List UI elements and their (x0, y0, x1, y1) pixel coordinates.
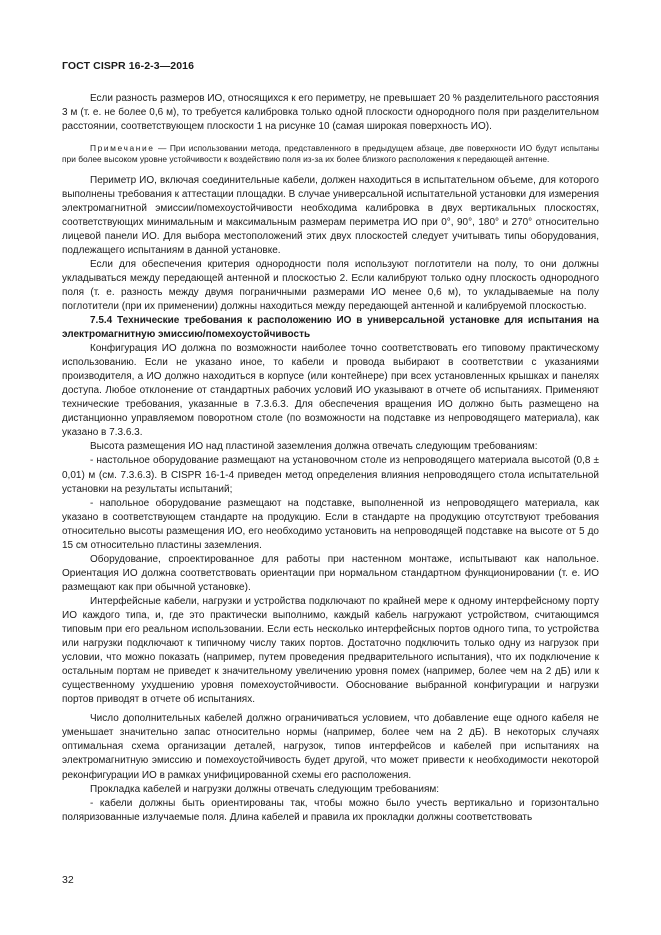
body-paragraph: Если для обеспечения критерия однородности поля используют поглотители на полу, то они должны укладываться между передающей антенной и плоскостью 2. Если калибруют только одну плоскость однородного поля (т. е. разность между двумя пограничными размерами ИО менее 0,6 м), то укладываемые на полу поглотители (при их применении) должны находиться между передающей антенной и калибруемой плоскостью. (62, 258, 599, 312)
body-paragraph: Конфигурация ИО должна по возможности наиболее точно соответствовать его типовому практическому использованию. Если не указано иное, то кабели и провода выбирают в соответствии с указаниями производителя, а ИО должно находиться в корпусе (или контейнере) при всех установленных крышках и панелях доступа. Любое отклонение от стандартных рабочих условий ИО указывают в отчете об испытаниях. Применяют технические требования, указанные в 7.3.6.3. Для обеспечения вращения ИО должно быть размещено на дистанционно управляемом поворотном столе (по возможности на подставке из непроводящего материала), как указано в 7.3.6.3. (62, 343, 599, 439)
note-label: Примечание (90, 143, 155, 154)
body-paragraph: Оборудование, спроектированное для работы при настенном монтаже, испытывают как напольное. Ориентация ИО должна соответствовать ориентации при нормальном стандартном функционировании (т. е. ИО размещают как при обычной установке). (62, 553, 599, 593)
body-paragraph: Если разность размеров ИО, относящихся к его периметру, не превышает 20 % разделительного расстояния 3 м (т. е. не более 0,6 м), то требуется калибровка только одной плоскости однородного поля при разделительном расстоянии, соответствующем плоскости 1 на рисунке 10 (самая широкая поверхность ИО). (62, 93, 599, 133)
note-text: При использовании метода, представленного в предыдущем абзаце, две поверхности ИО будут испытаны при более высоком уровне устойчивости к воздействию поля из-за их более близкого расположения к передающей антенне. (62, 143, 600, 165)
list-item: - настольное оборудование размещают на установочном столе из непроводящего материала высотой (0,8 ± 0,01) м (см. 7.3.6.3). В CISPR 16-1-4 приведен метод определения влияния непроводящего стола испытательной установки на результаты испытаний; (62, 455, 599, 495)
document-body (62, 92, 599, 825)
body-paragraph: Высота размещения ИО над пластиной заземления должна отвечать следующим требованиям: (90, 441, 538, 453)
body-paragraph: Периметр ИО, включая соединительные кабели, должен находиться в испытательном объеме, для которого выполнены требования к аттестации площадки. В случае универсальной испытательной установки для измерения электромагнитной эмиссии/помехоустойчивости необходима калибровка в двух вертикальных плоскостях, соответствующих минимальным и максимальным размерам периметра ИО при 0°, 90°, 180° и 270° относительно лицевой панели ИО. Для выбора местоположений этих двух плоскостей следует учитывать типы оборудования, подлежащего испытаниям в данной установке. (62, 174, 599, 256)
document-header: ГОСТ CISPR 16-2-3—2016 (62, 60, 195, 72)
list-item: - кабели должны быть ориентированы так, чтобы можно было учесть вертикально и горизонтально поляризованные излучаемые поля. Длина кабелей и правила их прокладки должны соответствовать (62, 797, 599, 823)
document-page (62, 0, 599, 935)
section-heading: 7.5.4 Технические требования к расположению ИО в универсальной установке для испытания на электромагнитную эмиссию/помехоустойчивость (62, 315, 599, 341)
body-paragraph: Интерфейсные кабели, нагрузки и устройства подключают по крайней мере к одному интерфейсному порту ИО каждого типа, и, где это практически выполнимо, каждый кабель нагружают устройством, считающимся типовым при его реальном использовании. Если есть несколько интерфейсных портов одного типа, то устройства или нагрузки подключают к типичному числу таких портов. Достаточно подключить только одну из нагрузок при условии, что можно показать (например, путем проведения предварительного испытания), что их подключение к остальным портам не приведет к значительному увеличению уровня помех (например, более чем на 2 дБ) или к существенному ухудшению уровня помехоустойчивости. Обоснование выбранной конфигурации и нагрузки портов приводят в отчете об испытаниях. (62, 595, 599, 706)
list-item: - напольное оборудование размещают на подставке, выполненной из непроводящего материала, как указано в соответствующем стандарте на продукцию. Если в стандарте на продукцию отсутствуют требования относительно высоты размещения ИО, его необходимо установить на непроводящей подставке на высоте от 5 до 15 см относительно пластины заземления. (62, 497, 599, 551)
page-number: 32 (62, 874, 74, 886)
body-paragraph: Число дополнительных кабелей должно ограничиваться условием, что добавление еще одного кабеля не уменьшает значительно запас относительно нормы (например, более чем на 2 дБ). В некоторых случаях оптимальная схема организации деталей, нагрузок, типов интерфейсов и кабелей при испытаниях на электромагнитную эмиссию и помехоустойчивость будет другой, что может привести к необходимости некоторой реконфигурации ИО в рамках унифицированной схемы его расположения. (62, 713, 599, 781)
note-paragraph (62, 143, 599, 165)
body-paragraph: Прокладка кабелей и нагрузки должны отвечать следующим требованиям: (90, 783, 440, 795)
note-dash: — (154, 143, 170, 154)
